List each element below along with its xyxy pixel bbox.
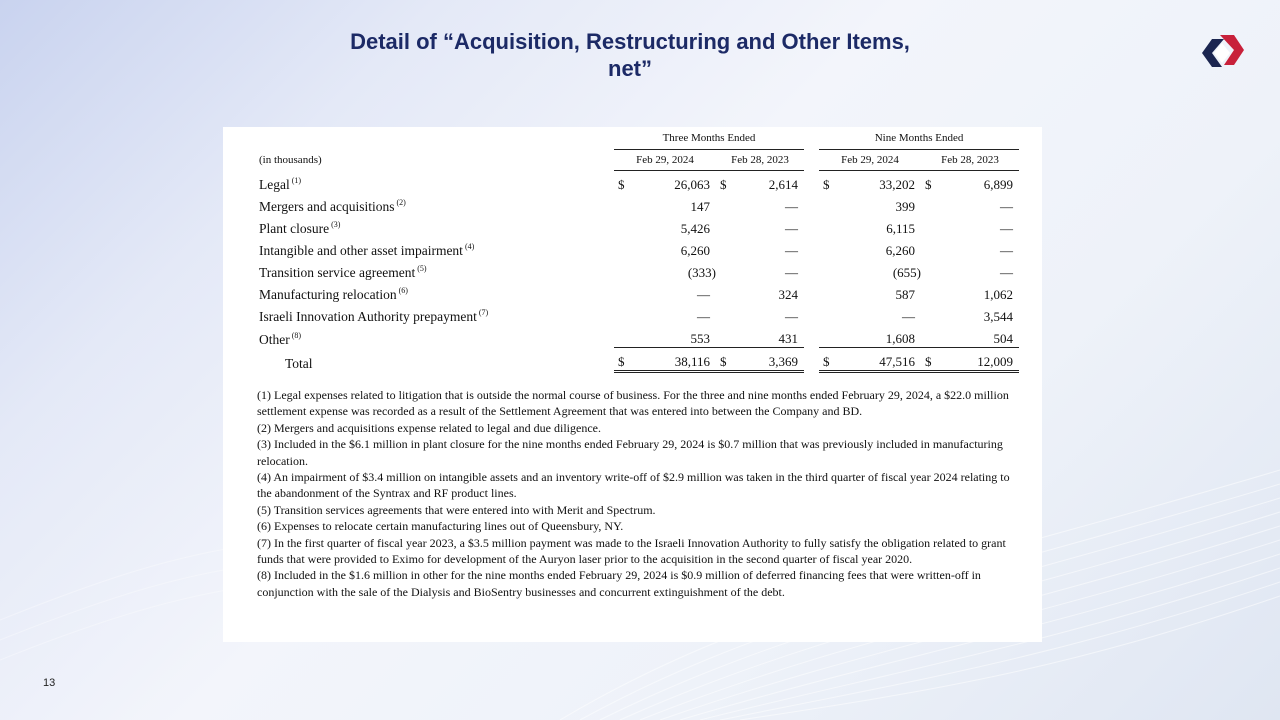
value-cell: 26,063 [674,177,710,192]
unit-label: (in thousands) [259,154,322,166]
period-group-three-months: Three Months Ended [614,127,804,150]
value-cell: (333) [687,265,716,280]
footnote-4: (4) An impairment of $3.4 million on intangible assets and an inventory write-off of $2.9 million was taken in the third quarter of fiscal year 2024 relating to the abandonment of the Syntrax and RF product lines. [257,470,1010,501]
value-cell: 1,608 [885,331,915,346]
value-cell: — [697,287,710,302]
table-row [259,171,1019,194]
footnote-ref: (5) [417,264,427,273]
total-value-cell: 3,369 [736,348,804,372]
value-cell: 399 [895,199,915,214]
value-cell: 6,260 [680,243,710,258]
column-header-9m-2023: Feb 28, 2023 [921,150,1019,171]
value-cell: — [902,309,915,324]
value-cell: — [785,243,798,258]
total-row [259,348,1019,372]
total-value-cell: 47,516 [839,348,921,372]
value-cell: 6,899 [983,177,1014,192]
value-cell: — [785,309,798,324]
value-cell: — [1000,199,1014,214]
footnote-5: (5) Transition services agreements that were entered into with Merit and Spectrum. [257,502,656,517]
value-cell: 33,202 [879,177,915,192]
financial-detail-document [223,127,1042,642]
currency-symbol: $ [618,177,625,192]
column-header-9m-2024: Feb 29, 2024 [819,150,921,171]
currency-symbol: $ [614,348,634,372]
value-cell: — [1000,265,1014,280]
row-label: Legal [259,177,290,192]
total-value-cell: 38,116 [634,348,716,372]
column-header-row [259,150,1019,171]
value-cell: 6,115 [886,221,915,236]
footnote-ref: (4) [464,242,475,251]
total-value-cell: 12,009 [941,348,1019,372]
table-row [259,215,1019,237]
row-label: Mergers and acquisitions [259,199,395,214]
table-row [259,237,1019,259]
value-cell: — [785,265,798,280]
footnote-ref: (8) [291,330,302,340]
value-cell: — [1000,243,1014,258]
value-cell: 431 [778,331,798,346]
row-label: Transition service agreement [259,265,416,280]
footnote-ref: (7) [478,308,489,317]
footnotes [257,387,1017,600]
acquisition-restructuring-table [259,127,1019,373]
row-label: Intangible and other asset impairment [259,243,463,258]
table-row [259,325,1019,348]
period-group-header-row [259,127,1019,150]
row-label: Plant closure [259,221,330,236]
value-cell: 553 [690,331,710,346]
table-row [259,281,1019,303]
value-cell: 587 [895,287,915,302]
footnote-1: (1) Legal expenses related to litigation that is outside the normal course of business. For the three and nine months ended February 29, 2024, a $22.0 million settlement expense was recorded as a result of the Settlement Agreement that was entered into between the Company and BD. [257,388,1009,419]
slide-title: Detail of “Acquisition, Restructuring and Other Items, net” [350,29,910,81]
currency-symbol: $ [921,348,941,372]
column-header-3m-2023: Feb 28, 2023 [716,150,804,171]
footnote-ref: (2) [396,198,406,207]
value-cell: — [697,309,710,324]
row-label: Other [259,331,290,347]
currency-symbol: $ [720,177,727,192]
value-cell: 2,614 [768,177,798,192]
table-row [259,303,1019,325]
value-cell: 3,544 [983,309,1014,324]
company-logo-icon [1198,31,1246,73]
footnote-8: (8) Included in the $1.6 million in other for the nine months ended February 29, 2024 is $0.9 million of deferred financing fees that were written-off in conjunction with the sale of the Dialysis and BioSentry businesses and concurrent extinguishment of the debt. [257,568,981,599]
footnote-3: (3) Included in the $6.1 million in plant closure for the nine months ended February 29, 2024 is $0.7 million that was previously included in manufacturing relocation. [257,437,1003,468]
footnote-ref: (6) [398,286,408,295]
period-group-nine-months: Nine Months Ended [819,127,1019,150]
total-label: Total [285,355,313,371]
table-row [259,193,1019,215]
value-cell: — [785,221,798,236]
row-label: Israeli Innovation Authority prepayment [259,309,477,324]
row-label: Manufacturing relocation [259,287,397,302]
value-cell: 504 [993,331,1014,346]
footnote-7: (7) In the first quarter of fiscal year 2023, a $3.5 million payment was made to the Israeli Innovation Authority to fully satisfy the obligation related to grant funds that were provided to Eximo for development of the Auryon laser prior to the acquisition in the second quarter of fiscal year 2020. [257,535,1006,567]
footnote-6: (6) Expenses to relocate certain manufacturing lines out of Queensbury, NY. [257,519,624,534]
value-cell: 324 [778,287,798,302]
currency-symbol: $ [823,177,830,192]
column-header-3m-2024: Feb 29, 2024 [614,150,716,171]
page-number: 13 [43,677,56,689]
table-row [259,259,1019,281]
currency-symbol: $ [925,177,932,192]
footnote-ref: (1) [291,176,302,185]
currency-symbol: $ [716,348,736,372]
footnote-ref: (3) [331,220,341,229]
value-cell: — [785,199,798,214]
currency-symbol: $ [819,348,839,372]
footnote-2: (2) Mergers and acquisitions expense related to legal and due diligence. [257,420,601,435]
value-cell: 5,426 [680,221,710,236]
value-cell: — [1000,221,1014,236]
value-cell: 147 [690,199,710,214]
value-cell: 6,260 [885,243,915,258]
value-cell: 1,062 [983,287,1014,302]
value-cell: (655) [892,265,921,280]
